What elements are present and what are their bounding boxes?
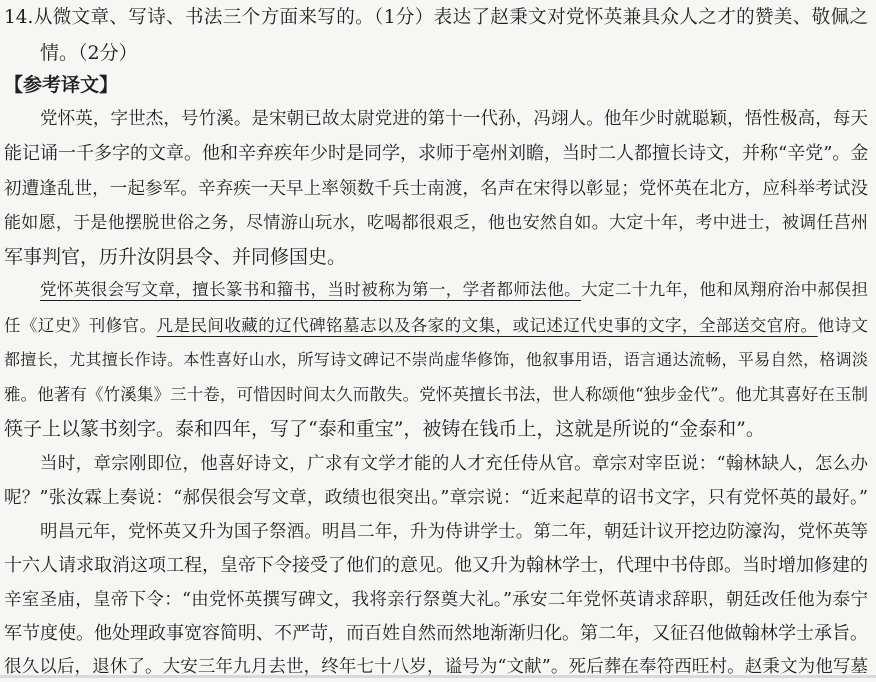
text-line: [40, 275, 868, 305]
text-segment: 辛室圣庙，皇帝下令：“由党怀英撰写碑文，我将亲行祭奠大礼。”承安二年党怀英请求辞职，朝廷改任他为泰宁: [4, 590, 868, 610]
text-segment: 很久以后，退休了。大安三年九月去世，终年七十八岁，谥号为“文献”。死后葬在奉符西旺村。赵秉文为他写墓: [4, 657, 868, 677]
underlined-text: 凡是民间收藏的辽代碑铭墓志以及各家的文集，或记述辽代史事的文字，全部送交官府。: [156, 316, 818, 335]
text-segment: 14.从微文章、写诗、书法三个方面来写的。（1分）表达了赵秉文对党怀英兼具众人之才的赞美、敬佩之: [4, 7, 868, 28]
text-segment: 当时，章宗刚即位，他喜好诗文，广求有文学才能的人才充任侍从官。章宗对宰臣说：“翰林缺人，怎么办: [40, 454, 868, 474]
text-line: [4, 345, 868, 375]
text-line: [4, 619, 868, 649]
text-line: [4, 208, 868, 238]
text-segment: 十六人请求取消这项工程，皇帝下令接受了他们的意见。他又升为翰林学士，代理中书侍郎。当时增加修建的: [4, 555, 868, 576]
text-line: [4, 483, 868, 513]
text-line: [4, 3, 868, 33]
text-segment: 军事判官，历升汝阴县令、并同修国史。: [4, 246, 347, 268]
text-segment: 雅。他著有《竹溪集》三十卷，可惜因时间太久而散失。党怀英擅长书法，世人称颂他“独步金代”。他尤其喜好在玉制: [4, 385, 868, 404]
text-line: [4, 139, 868, 169]
text-line: [4, 311, 868, 341]
text-line: [4, 414, 868, 444]
text-line: [40, 449, 868, 479]
text-segment: 能如愿，于是他摆脱世俗之务，尽情游山玩水，吃喝都很艰乏，他也安然自如。大定十年，考中进士，被调任莒州: [4, 213, 868, 233]
text-segment: 情。（2分）: [40, 42, 138, 64]
text-line: [40, 517, 868, 547]
underlined-text: 党怀英很会写文章，擅长篆书和籀书，当时被称为第一，学者都师法他。: [40, 280, 581, 299]
text-segment: 能记诵一千多字的文章。他和辛弃疾年少时是同学，求师于亳州刘瞻，当时二人都擅长诗文，并称“辛党”。金: [4, 143, 869, 164]
text-line: [40, 104, 868, 134]
text-line: [4, 380, 868, 410]
text-segment: 他诗文: [817, 316, 869, 335]
text-segment: 大定二十九年，他和凤翔府治中郝俣担: [581, 280, 868, 299]
text-line: [4, 585, 868, 615]
text-segment: 呢？”张汝霖上奏说：“郝俣很会写文章，政绩也很突出。”章宗说：“近来起草的诏书文字，只有党怀英的最好。”: [4, 488, 868, 508]
text-line: [4, 551, 868, 581]
text-line: [4, 242, 868, 272]
section-heading: [4, 70, 868, 100]
text-line: [40, 38, 868, 68]
text-segment: 初遭逢乱世，一起参军。辛弃疾一天早上率领数千兵士南渡，名声在宋得以彰显；党怀英在北方，应科举考试没: [4, 179, 868, 199]
text-segment: 军节度使。他处理政事宽容简明、不严苛，而百姓自然而然地渐渐归化。第二年，又征召他做翰林学士承旨。: [4, 623, 868, 644]
text-segment: 党怀英，字世杰，号竹溪。是宋朝已故太尉党进的第十一代孙，冯翊人。他年少时就聪颖，悟性极高，每天: [40, 109, 868, 129]
text-segment: 【参考译文】: [4, 74, 119, 96]
text-segment: 筷子上以篆书刻字。泰和四年，写了“泰和重宝”，被铸在钱币上，这就是所说的“金泰和”。: [4, 418, 765, 440]
text-segment: 明昌元年，党怀英又升为国子祭酒。明昌二年，升为侍讲学士。第二年，朝廷计议开挖边防濠沟，党怀英等: [40, 522, 868, 542]
text-segment: 任《辽史》刊修官。: [4, 316, 157, 335]
text-segment: 都擅长，尤其擅长作诗。本性喜好山水，所写诗文碑记不崇尚虚华修饰，他叙事用语，语言通达流畅，平易自然，格调淡: [4, 350, 868, 369]
text-line: [4, 174, 868, 204]
